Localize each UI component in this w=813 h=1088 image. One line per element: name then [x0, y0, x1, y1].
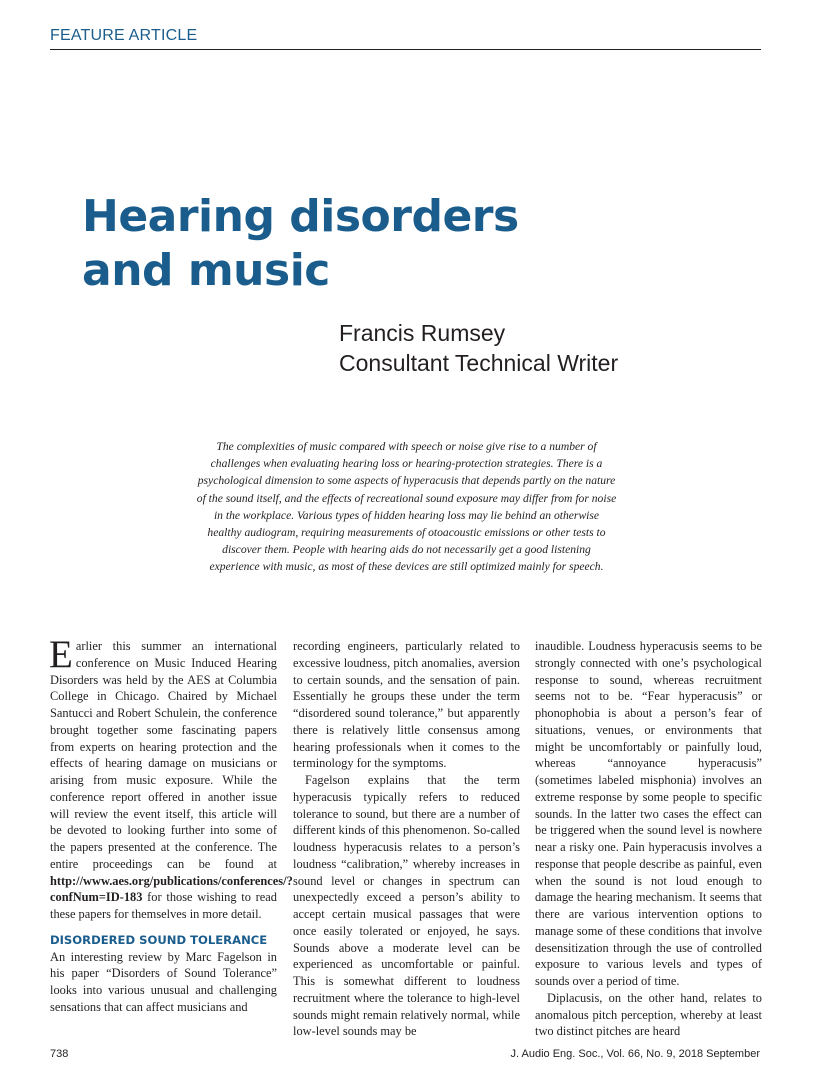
intro-after: for those wishing to read these papers for themselves in more detail.	[50, 890, 277, 921]
section-label: FEATURE ARTICLE	[50, 27, 198, 44]
header-rule	[50, 49, 761, 50]
author-name: Francis Rumsey	[339, 320, 506, 346]
body-column-2	[293, 638, 520, 1038]
title-line-1: Hearing disorders	[82, 191, 519, 242]
paragraph-4: Diplacusis, on the other hand, relates to anomalous pitch perception, whereby at least two distinct pitches are heard	[535, 990, 762, 1039]
paragraph-3: Fagelson explains that the term hyperacusis typically refers to reduced tolerance to sound, but there are a number of different kinds of this phenomenon. So-called loudness hyperacusis relates to a person’s loudness “calibration,” whereby increases in sound level or changes in spectrum can unexpectedly exceed a person’s ability to accept certain musical passages that were once easily tolerated or enjoyed, he says. Sounds above a moderate level can be experienced as uncomfortable or painful. This is somewhat different to loudness recruitment where the tolerance to high-level sounds might remain relatively normal, while low-level sounds may be	[293, 773, 520, 1039]
body-column-1	[49, 633, 293, 1038]
author-role: Consultant Technical Writer	[339, 350, 619, 376]
paragraph-3-end: inaudible. Loudness hyperacusis seems to be strongly connected with one’s psychological response to sound, whereas recruitment seems not to be. “Fear hyperacusis” or phonophobia is about a person’s fear of situations, venues, or environments that might be uncomfortably or painfully loud, whereas “annoyance hyperacusis” (sometimes labeled misphonia) involves an extreme response by some people to specific sounds. In the latter two cases the effect can be triggered when the sound level is nowhere near a risky one. Pain hyperacusis involves a response that people describe as painful, even when the sound is not loud enough to damage the hearing mechanism. It seems that there are various intervention options to manage some of these conditions that involve desensitization through the use of controlled exposure to various levels and types of sounds over a period of time.	[535, 639, 762, 988]
title-line-2: and music	[82, 245, 330, 296]
abstract: The complexities of music compared with speech or noise give rise to a number of challenges when evaluating hearing loss or hearing-protection strategies. There is a psychological dimension to some aspects of hyperacusis that depends partly on the nature of the sound itself, and the effects of recreational sound exposure may differ from for noise in the workplace. Various types of hidden hearing loss may lie behind an otherwise healthy audiogram, requiring measurements of otoacoustic emissions or other tests to discover them. People with hearing aids do not necessarily get a good listening experience with music, as most of these devices are still optimized mainly for speech.	[196, 440, 617, 574]
article-title	[82, 190, 702, 298]
section-heading: DISORDERED SOUND TOLERANCE	[50, 932, 268, 947]
byline	[339, 318, 618, 378]
proceedings-link[interactable]: http://www.aes.org/publications/conferences/?confNum=ID-183	[50, 873, 293, 905]
journal-citation: J. Audio Eng. Soc., Vol. 66, No. 9, 2018 September	[510, 1048, 760, 1060]
drop-cap: E	[49, 633, 73, 676]
paragraph-2-end: recording engineers, particularly related to excessive loudness, pitch anomalies, aversion to certain sounds, and the sensation of pain. Essentially he groups these under the term “disordered sound tolerance,” but apparently there is relatively little consensus among hearing professionals when it comes to the terminology for the symptoms.	[293, 639, 520, 771]
intro-paragraph	[49, 633, 293, 923]
intro-text: arlier this summer an international conference on Music Induced Hearing Disorders was held by the AES at Columbia College in Chicago. Chaired by Michael Santucci and Robert Schulein, the conference brought together some fascinating papers from experts on hearing protection and the effects of hearing damage on musicians or arising from music exposure. While the conference report offered in another issue will review the event itself, this article will be devoted to looking further into some of the papers presented at the conference. The entire proceedings can be found at	[50, 639, 277, 871]
paragraph-2-start: An interesting review by Marc Fagelson in his paper “Disorders of Sound Tolerance” looks into various unusual and challenging sensations that can affect musicians and	[50, 949, 277, 1014]
page-number: 738	[50, 1048, 69, 1060]
body-column-3	[535, 638, 762, 1038]
